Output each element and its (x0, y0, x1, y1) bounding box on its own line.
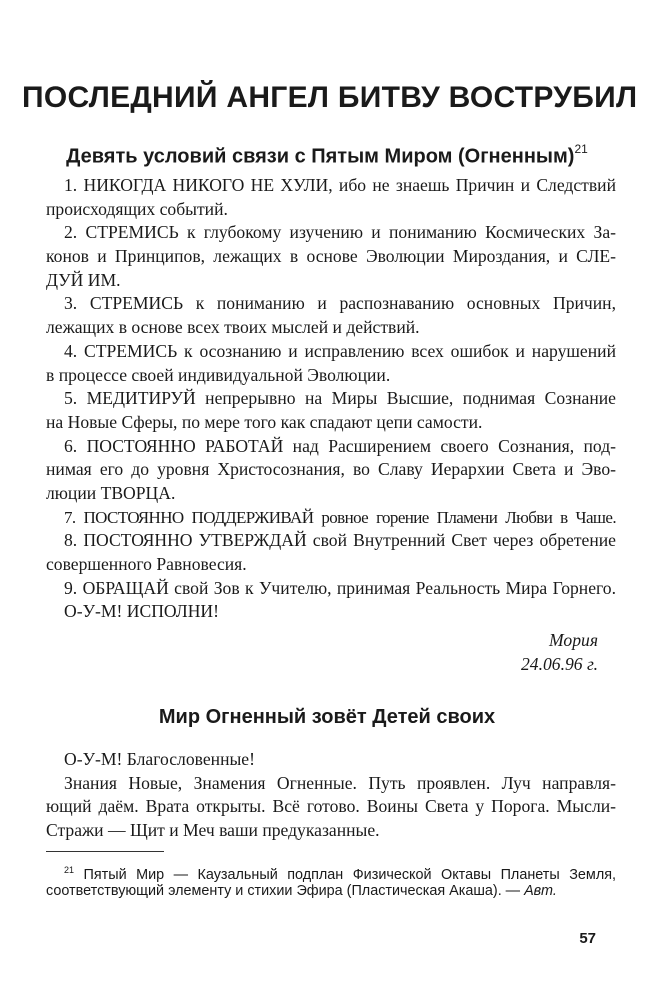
text-line: в процессе своей индивидуальной Эволюции. (46, 364, 391, 385)
text-line: лежащих в основе всех твоих мыслей и действий. (46, 317, 420, 338)
text-line: Стражи — Щит и Меч ваши предуказанные. (46, 820, 380, 841)
footnote-author: Авт. (524, 883, 557, 899)
closing-line: О-У-М! ИСПОЛНИ! (64, 601, 219, 622)
footnote-line (46, 860, 616, 881)
text-line: совершенного Равновесия. (46, 554, 247, 574)
text-line: 5. МЕДИТИРУЙ непрерывно на Миры Высшие, поднимая Сознание (64, 388, 616, 409)
footnote-line (46, 881, 616, 902)
text-line: люции ТВОРЦА. (46, 482, 176, 503)
text-line: ДУЙ ИМ. (46, 269, 121, 290)
page-number: 57 (579, 930, 596, 947)
conditions-list (46, 174, 616, 624)
text-line: 3. СТРЕМИСЬ к пониманию и распознаванию основных Причин, (64, 293, 616, 314)
condition-4 (46, 340, 616, 387)
text-line: 4. СТРЕМИСЬ к осознанию и исправлению всех ошибок и нарушений (64, 340, 616, 361)
fiery-world-text (46, 748, 616, 843)
text-line: 7. ПОСТОЯННО ПОДДЕРЖИВАЙ ровное горение Пламени Любви в Чаше. (64, 507, 616, 527)
condition-2 (46, 221, 616, 292)
signature-date: 24.06.96 г. (520, 654, 598, 674)
footnote-number: 21 (64, 865, 75, 875)
condition-1 (46, 174, 616, 221)
text-line: 6. ПОСТОЯННО РАБОТАЙ над Расширением своего Сознания, под- (64, 435, 616, 456)
text-line: на Новые Сферы, по мере того как спадают цепи самости. (46, 411, 483, 432)
section-heading-fiery-world: Мир Огненный зовёт Детей своих (158, 706, 496, 728)
footnote-divider (46, 851, 164, 852)
footnote (46, 860, 616, 902)
text-line: конов и Принципов, лежащих в основе Эволюции Мироздания, и СЛЕ- (46, 246, 616, 267)
text-line: Знания Новые, Знамения Огненные. Путь проявлен. Луч направля- (64, 772, 616, 793)
condition-3 (46, 292, 616, 339)
section-heading-conditions (0, 137, 654, 171)
condition-7 (46, 506, 616, 530)
text-line: 1. НИКОГДА НИКОГО НЕ ХУЛИ, ибо не знаешь Причин и Следствий (64, 175, 616, 195)
condition-5 (46, 387, 616, 434)
text-line: 8. ПОСТОЯННО УТВЕРЖДАЙ свой Внутренний Свет через обретение (64, 530, 616, 551)
text-line: 2. СТРЕМИСЬ к глубокому изучению и пониманию Космических За- (64, 222, 616, 243)
greeting-line: О-У-М! Благословенные! (64, 749, 255, 769)
signature-name: Мория (549, 630, 598, 650)
footnote-text: соответствующий элементу и стихии Эфира (Пластическая Акаша). — (46, 883, 525, 899)
footnote-ref: 21 (574, 142, 588, 156)
text-line: нимая его до уровня Христосознания, во Славу Иерархии Света и Эво- (46, 459, 616, 480)
text-line: ющий даём. Врата открыты. Всё готово. Воины Света у Порога. Мысли- (46, 796, 616, 817)
text-line: 9. ОБРАЩАЙ свой Зов к Учителю, принимая Реальность Мира Горнего. (64, 577, 616, 598)
text-line: происходящих событий. (46, 198, 228, 219)
condition-9 (46, 577, 616, 601)
footnote-text: Пятый Мир — Каузальный подплан Физической Октавы Планеты Земля, (83, 866, 617, 883)
section-heading-text: Девять условий связи с Пятым Миром (Огненным) (66, 145, 575, 168)
condition-8 (46, 529, 616, 576)
condition-6 (46, 435, 616, 506)
page-title: ПОСЛЕДНИЙ АНГЕЛ БИТВУ ВОСТРУБИЛ (22, 81, 638, 114)
